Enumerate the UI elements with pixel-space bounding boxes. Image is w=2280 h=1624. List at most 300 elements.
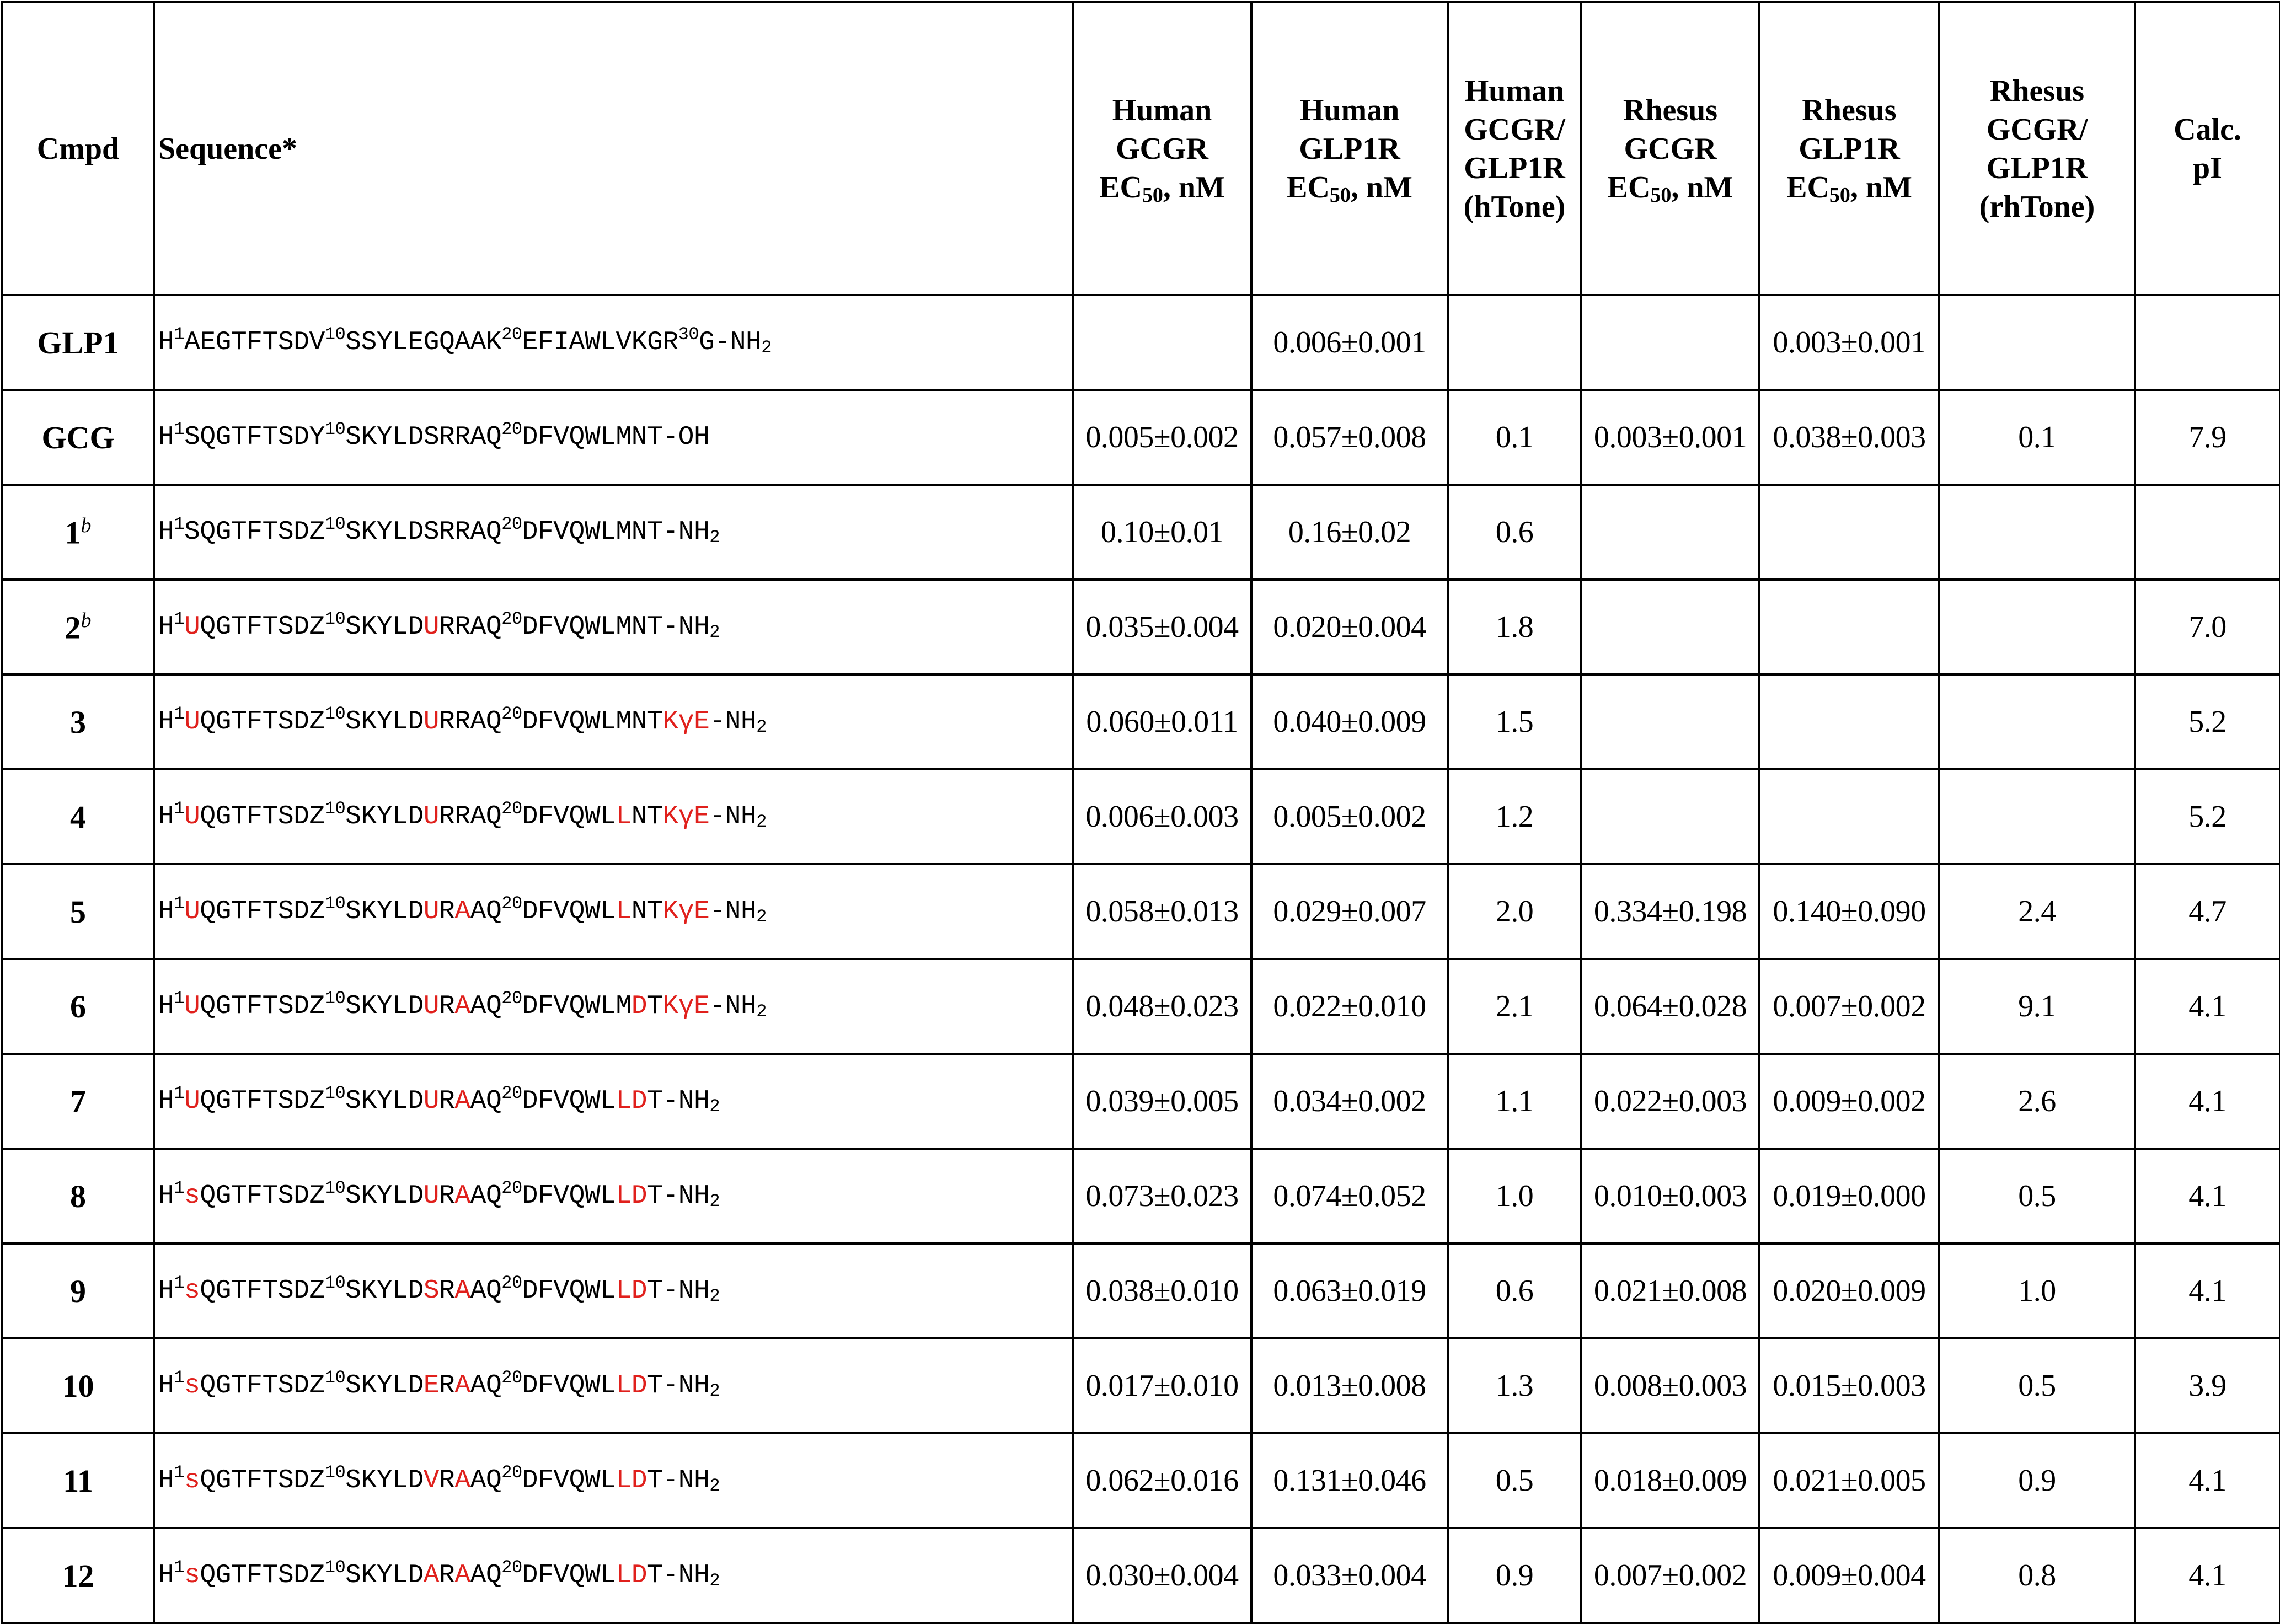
cell-human-glp1r-ec50: 0.022±0.010 (1251, 959, 1448, 1054)
table-row (2, 1433, 2280, 1528)
sequence-fragment: R (439, 991, 455, 1021)
mutated-residue: U (423, 1181, 440, 1211)
sequence-fragment: AEGTFTSDV (184, 328, 325, 357)
subscript: 2 (709, 527, 720, 548)
header-human-tone: Human GCGR/ GLP1R (hTone) (1448, 2, 1581, 295)
cell-rhesus-tone: 0.1 (1939, 390, 2135, 485)
sequence-fragment: R (439, 1181, 455, 1211)
sequence-fragment: EFIAWLVKGR (522, 328, 678, 357)
header-rhesus-tone: Rhesus GCGR/ GLP1R (rhTone) (1939, 2, 2135, 295)
sequence-fragment: T (647, 991, 663, 1021)
cell-human-glp1r-ec50: 0.131±0.046 (1251, 1433, 1448, 1528)
cell-rhesus-glp1r-ec50 (1759, 674, 1939, 769)
sequence-fragment: AQ (470, 1276, 502, 1306)
residue-number: 1 (174, 419, 185, 440)
cell-cmpd: 9 (2, 1244, 154, 1338)
cell-rhesus-gcgr-ec50: 0.022±0.003 (1581, 1054, 1759, 1149)
cell-rhesus-glp1r-ec50: 0.003±0.001 (1759, 295, 1939, 390)
sequence-fragment: SKYLDSRRAQ (345, 517, 502, 547)
sequence-fragment: DFVQWL (522, 897, 616, 926)
sequence-fragment: AQ (470, 1561, 502, 1590)
table-row (2, 390, 2280, 485)
sequence-fragment: H (158, 517, 174, 547)
residue-number: 20 (501, 609, 522, 629)
cell-cmpd: 3 (2, 674, 154, 769)
cell-rhesus-gcgr-ec50: 0.010±0.003 (1581, 1149, 1759, 1244)
cell-cmpd: 10 (2, 1338, 154, 1433)
sequence-fragment: -NH (709, 897, 757, 926)
residue-number: 20 (501, 1178, 522, 1198)
cell-calc-pi: 4.7 (2135, 864, 2280, 959)
residue-number: 10 (324, 514, 346, 534)
sequence-fragment: SKYLD (345, 612, 424, 642)
subscript: 2 (756, 907, 767, 927)
sequence-fragment: T-NH (647, 1561, 710, 1590)
cell-rhesus-glp1r-ec50: 0.140±0.090 (1759, 864, 1939, 959)
sequence-fragment: QGTFTSDZ (200, 1561, 325, 1590)
mutated-residue: s (184, 1371, 200, 1401)
cell-human-glp1r-ec50: 0.034±0.002 (1251, 1054, 1448, 1149)
mutated-residue: A (454, 1561, 470, 1590)
sequence-fragment: T-NH (647, 1181, 710, 1211)
sequence-fragment: SKYLD (345, 1371, 424, 1401)
cell-cmpd: 11 (2, 1433, 154, 1528)
residue-number: 1 (174, 893, 185, 914)
cell-sequence (154, 295, 1073, 390)
mutated-residue: U (184, 991, 200, 1021)
sequence-fragment: SKYLD (345, 802, 424, 832)
residue-number: 1 (174, 988, 185, 1009)
cell-human-gcgr-ec50: 0.073±0.023 (1073, 1149, 1251, 1244)
residue-number: 10 (324, 1462, 346, 1483)
mutated-residue: U (423, 1086, 440, 1116)
mutated-residue: S (423, 1276, 440, 1306)
mutated-residue: LD (616, 1371, 647, 1401)
cell-sequence (154, 1054, 1073, 1149)
cell-cmpd: 6 (2, 959, 154, 1054)
sequence-fragment: G-NH (699, 328, 762, 357)
cell-human-gcgr-ec50: 0.038±0.010 (1073, 1244, 1251, 1338)
sequence-fragment: DFVQWLMNT (522, 707, 663, 737)
cell-sequence (154, 864, 1073, 959)
table-row (2, 295, 2280, 390)
cell-rhesus-glp1r-ec50: 0.021±0.005 (1759, 1433, 1939, 1528)
residue-number: 1 (174, 704, 185, 724)
mutated-residue: U (423, 897, 440, 926)
sequence-fragment: DFVQWL (522, 1561, 616, 1590)
residue-number: 20 (501, 419, 522, 440)
cell-rhesus-glp1r-ec50: 0.009±0.004 (1759, 1528, 1939, 1623)
header-row (2, 2, 2280, 295)
mutated-residue: L (616, 802, 631, 832)
cell-human-tone: 1.5 (1448, 674, 1581, 769)
subscript: 2 (709, 1476, 720, 1496)
sequence-fragment: RRAQ (439, 707, 502, 737)
sequence-fragment: SKYLD (345, 1181, 424, 1211)
cell-rhesus-tone: 0.9 (1939, 1433, 2135, 1528)
mutated-residue: U (423, 991, 440, 1021)
cell-human-tone: 1.0 (1448, 1149, 1581, 1244)
mutated-residue: L (616, 897, 631, 926)
sequence-fragment: SKYLD (345, 897, 424, 926)
sequence-fragment: SKYLD (345, 1276, 424, 1306)
residue-number: 10 (324, 324, 346, 345)
sequence-fragment: AQ (470, 1371, 502, 1401)
sequence-fragment: RRAQ (439, 612, 502, 642)
cell-rhesus-gcgr-ec50: 0.018±0.009 (1581, 1433, 1759, 1528)
sequence-fragment: SKYLD (345, 1561, 424, 1590)
cell-cmpd: GCG (2, 390, 154, 485)
residue-number: 20 (501, 704, 522, 724)
cell-human-tone: 0.9 (1448, 1528, 1581, 1623)
cell-human-glp1r-ec50: 0.005±0.002 (1251, 769, 1448, 864)
mutated-residue: LD (616, 1466, 647, 1496)
cell-cmpd: 8 (2, 1149, 154, 1244)
sequence-fragment: SQGTFTSDZ (184, 517, 325, 547)
mutated-residue: A (454, 1466, 470, 1496)
cell-rhesus-glp1r-ec50: 0.015±0.003 (1759, 1338, 1939, 1433)
mutated-residue: U (423, 707, 440, 737)
header-sequence: Sequence* (154, 2, 1073, 295)
cell-rhesus-gcgr-ec50 (1581, 580, 1759, 674)
sequence-fragment: T-NH (647, 1276, 710, 1306)
sequence-fragment: SKYLD (345, 1086, 424, 1116)
residue-number: 20 (501, 1368, 522, 1388)
sequence-fragment: QGTFTSDZ (200, 1466, 325, 1496)
sequence-fragment: QGTFTSDZ (200, 897, 325, 926)
sequence-fragment: H (158, 1181, 174, 1211)
mutated-residue: A (454, 1276, 470, 1306)
mutated-residue: s (184, 1181, 200, 1211)
cell-human-gcgr-ec50: 0.035±0.004 (1073, 580, 1251, 674)
cell-human-glp1r-ec50: 0.16±0.02 (1251, 485, 1448, 580)
subscript: 2 (709, 1571, 720, 1591)
cell-calc-pi: 5.2 (2135, 769, 2280, 864)
cell-rhesus-glp1r-ec50 (1759, 580, 1939, 674)
residue-number: 1 (174, 1557, 185, 1578)
cell-cmpd: 5 (2, 864, 154, 959)
cell-rhesus-glp1r-ec50: 0.038±0.003 (1759, 390, 1939, 485)
sequence-fragment: DFVQWL (522, 1181, 616, 1211)
cell-rhesus-gcgr-ec50: 0.021±0.008 (1581, 1244, 1759, 1338)
sequence-fragment: H (158, 422, 174, 452)
sequence-fragment: QGTFTSDZ (200, 1371, 325, 1401)
residue-number: 20 (501, 893, 522, 914)
cell-rhesus-gcgr-ec50 (1581, 769, 1759, 864)
table-row (2, 580, 2280, 674)
residue-number: 1 (174, 514, 185, 534)
cell-rhesus-tone: 2.4 (1939, 864, 2135, 959)
cell-calc-pi: 4.1 (2135, 959, 2280, 1054)
mutated-residue: U (423, 802, 440, 832)
cell-human-tone (1448, 295, 1581, 390)
sequence-fragment: QGTFTSDZ (200, 1276, 325, 1306)
cell-rhesus-tone: 1.0 (1939, 1244, 2135, 1338)
table-row (2, 1338, 2280, 1433)
cell-human-glp1r-ec50: 0.020±0.004 (1251, 580, 1448, 674)
residue-number: 10 (324, 1557, 346, 1578)
cell-rhesus-gcgr-ec50: 0.003±0.001 (1581, 390, 1759, 485)
residue-number: 1 (174, 798, 185, 819)
sequence-fragment: DFVQWL (522, 1086, 616, 1116)
sequence-fragment: SQGTFTSDY (184, 422, 325, 452)
cell-sequence (154, 390, 1073, 485)
cell-rhesus-tone (1939, 295, 2135, 390)
mutated-residue: U (184, 802, 200, 832)
cell-calc-pi: 7.9 (2135, 390, 2280, 485)
sequence-fragment: SSYLEGQAAK (345, 328, 502, 357)
cell-human-glp1r-ec50: 0.057±0.008 (1251, 390, 1448, 485)
mutated-residue: KγE (662, 897, 710, 926)
cell-human-gcgr-ec50: 0.006±0.003 (1073, 769, 1251, 864)
residue-number: 1 (174, 324, 185, 345)
cell-sequence (154, 1528, 1073, 1623)
cell-rhesus-glp1r-ec50: 0.020±0.009 (1759, 1244, 1939, 1338)
sequence-fragment: SKYLDSRRAQ (345, 422, 502, 452)
cell-rhesus-tone (1939, 674, 2135, 769)
cell-calc-pi (2135, 485, 2280, 580)
sequence-fragment: H (158, 1561, 174, 1590)
mutated-residue: A (454, 1181, 470, 1211)
cell-human-glp1r-ec50: 0.033±0.004 (1251, 1528, 1448, 1623)
table-row (2, 769, 2280, 864)
cell-cmpd: 2$^b$ (2, 580, 154, 674)
cell-human-tone: 0.6 (1448, 485, 1581, 580)
cell-sequence (154, 485, 1073, 580)
header-calc-pi: Calc. pI (2135, 2, 2280, 295)
sequence-fragment: DFVQWLMNT-NH (522, 612, 710, 642)
header-human-gcgr-ec50: Human GCGR EC50, nM (1073, 2, 1251, 295)
cell-calc-pi: 4.1 (2135, 1149, 2280, 1244)
sequence-fragment: QGTFTSDZ (200, 1181, 325, 1211)
residue-number: 10 (324, 1368, 346, 1388)
mutated-residue: D (631, 991, 647, 1021)
cell-calc-pi: 3.9 (2135, 1338, 2280, 1433)
cell-human-gcgr-ec50: 0.058±0.013 (1073, 864, 1251, 959)
cell-rhesus-gcgr-ec50: 0.064±0.028 (1581, 959, 1759, 1054)
cell-sequence (154, 1149, 1073, 1244)
sequence-fragment: DFVQWL (522, 1371, 616, 1401)
cell-human-glp1r-ec50: 0.006±0.001 (1251, 295, 1448, 390)
sequence-fragment: DFVQWL (522, 802, 616, 832)
cell-cmpd: 4 (2, 769, 154, 864)
residue-number: 1 (174, 609, 185, 629)
sequence-fragment: DFVQWL (522, 1466, 616, 1496)
cell-calc-pi: 4.1 (2135, 1433, 2280, 1528)
subscript: 2 (709, 622, 720, 642)
mutated-residue: E (423, 1371, 440, 1401)
residue-number: 1 (174, 1368, 185, 1388)
mutated-residue: U (184, 707, 200, 737)
cell-calc-pi: 4.1 (2135, 1244, 2280, 1338)
cell-human-gcgr-ec50: 0.005±0.002 (1073, 390, 1251, 485)
cell-human-gcgr-ec50: 0.062±0.016 (1073, 1433, 1251, 1528)
cell-human-gcgr-ec50: 0.039±0.005 (1073, 1054, 1251, 1149)
sequence-fragment: SKYLD (345, 1466, 424, 1496)
subscript: 2 (761, 337, 772, 358)
cell-calc-pi: 4.1 (2135, 1054, 2280, 1149)
mutated-residue: U (423, 612, 440, 642)
cell-human-gcgr-ec50 (1073, 295, 1251, 390)
cell-human-glp1r-ec50: 0.074±0.052 (1251, 1149, 1448, 1244)
sequence-fragment: H (158, 1276, 174, 1306)
mutated-residue: LD (616, 1561, 647, 1590)
cell-rhesus-tone (1939, 769, 2135, 864)
sequence-fragment: NT (631, 802, 663, 832)
sequence-fragment: H (158, 1371, 174, 1401)
cell-human-tone: 2.0 (1448, 864, 1581, 959)
cell-calc-pi: 4.1 (2135, 1528, 2280, 1623)
sequence-fragment: T-NH (647, 1466, 710, 1496)
sequence-fragment: DFVQWL (522, 1276, 616, 1306)
sequence-fragment: H (158, 612, 174, 642)
cell-rhesus-gcgr-ec50 (1581, 485, 1759, 580)
residue-number: 20 (501, 1557, 522, 1578)
cell-human-glp1r-ec50: 0.063±0.019 (1251, 1244, 1448, 1338)
sequence-fragment: QGTFTSDZ (200, 991, 325, 1021)
cell-rhesus-tone: 0.5 (1939, 1149, 2135, 1244)
subscript: 2 (756, 717, 767, 737)
residue-number: 10 (324, 609, 346, 629)
cell-rhesus-glp1r-ec50: 0.009±0.002 (1759, 1054, 1939, 1149)
cell-rhesus-glp1r-ec50 (1759, 769, 1939, 864)
table-row (2, 1149, 2280, 1244)
sequence-fragment: QGTFTSDZ (200, 1086, 325, 1116)
sequence-fragment: AQ (470, 1181, 502, 1211)
sequence-fragment: T-NH (647, 1086, 710, 1116)
cell-sequence (154, 674, 1073, 769)
subscript: 2 (709, 1381, 720, 1401)
table-row (2, 674, 2280, 769)
mutated-residue: s (184, 1466, 200, 1496)
mutated-residue: KγE (662, 991, 710, 1021)
subscript: 2 (756, 812, 767, 832)
cell-rhesus-gcgr-ec50: 0.008±0.003 (1581, 1338, 1759, 1433)
sequence-fragment: RRAQ (439, 802, 502, 832)
cell-rhesus-tone (1939, 580, 2135, 674)
residue-number: 10 (324, 1273, 346, 1293)
sequence-fragment: -NH (709, 991, 757, 1021)
cell-rhesus-glp1r-ec50: 0.007±0.002 (1759, 959, 1939, 1054)
cell-human-tone: 0.5 (1448, 1433, 1581, 1528)
cell-rhesus-tone: 0.5 (1939, 1338, 2135, 1433)
cell-rhesus-tone: 2.6 (1939, 1054, 2135, 1149)
mutated-residue: U (184, 897, 200, 926)
mutated-residue: s (184, 1276, 200, 1306)
sequence-fragment: R (439, 1561, 455, 1590)
mutated-residue: LD (616, 1276, 647, 1306)
residue-number: 20 (501, 514, 522, 534)
mutated-residue: LD (616, 1086, 647, 1116)
residue-number: 20 (501, 1083, 522, 1103)
mutated-residue: KγE (662, 707, 710, 737)
header-cmpd: Cmpd (2, 2, 154, 295)
subscript: 2 (709, 1286, 720, 1306)
cell-calc-pi: 7.0 (2135, 580, 2280, 674)
cell-human-tone: 0.1 (1448, 390, 1581, 485)
sequence-fragment: QGTFTSDZ (200, 802, 325, 832)
mutated-residue: LD (616, 1181, 647, 1211)
sequence-fragment: QGTFTSDZ (200, 707, 325, 737)
cell-rhesus-tone: 0.8 (1939, 1528, 2135, 1623)
mutated-residue: A (454, 991, 470, 1021)
cell-human-glp1r-ec50: 0.013±0.008 (1251, 1338, 1448, 1433)
cell-calc-pi (2135, 295, 2280, 390)
mutated-residue: A (454, 897, 470, 926)
cell-rhesus-tone (1939, 485, 2135, 580)
cell-human-glp1r-ec50: 0.040±0.009 (1251, 674, 1448, 769)
cell-sequence (154, 1338, 1073, 1433)
table-row (2, 485, 2280, 580)
cell-sequence (154, 1433, 1073, 1528)
residue-number: 1 (174, 1273, 185, 1293)
cell-human-gcgr-ec50: 0.048±0.023 (1073, 959, 1251, 1054)
sequence-fragment: QGTFTSDZ (200, 612, 325, 642)
cell-human-glp1r-ec50: 0.029±0.007 (1251, 864, 1448, 959)
cell-human-gcgr-ec50: 0.017±0.010 (1073, 1338, 1251, 1433)
residue-number: 20 (501, 1273, 522, 1293)
cell-rhesus-gcgr-ec50 (1581, 295, 1759, 390)
table-row (2, 1054, 2280, 1149)
cell-human-tone: 0.6 (1448, 1244, 1581, 1338)
cell-rhesus-tone: 9.1 (1939, 959, 2135, 1054)
sequence-fragment: -NH (709, 707, 757, 737)
mutated-residue: U (184, 612, 200, 642)
cell-sequence (154, 769, 1073, 864)
cell-sequence (154, 959, 1073, 1054)
sequence-fragment: H (158, 802, 174, 832)
sequence-fragment: DFVQWLMNT-NH (522, 517, 710, 547)
residue-number: 1 (174, 1083, 185, 1103)
residue-number: 30 (678, 324, 699, 345)
cell-human-tone: 1.2 (1448, 769, 1581, 864)
header-human-glp1r-ec50: Human GLP1R EC50, nM (1251, 2, 1448, 295)
cell-human-tone: 1.8 (1448, 580, 1581, 674)
mutated-residue: A (454, 1086, 470, 1116)
peptide-activity-table (1, 1, 2280, 1624)
residue-number: 1 (174, 1178, 185, 1198)
residue-number: 10 (324, 1083, 346, 1103)
residue-number: 10 (324, 798, 346, 819)
subscript: 2 (709, 1096, 720, 1117)
residue-number: 10 (324, 1178, 346, 1198)
subscript: 2 (709, 1191, 720, 1212)
cell-rhesus-gcgr-ec50: 0.007±0.002 (1581, 1528, 1759, 1623)
sequence-fragment: H (158, 328, 174, 357)
sequence-fragment: R (439, 897, 455, 926)
sequence-fragment: -NH (709, 802, 757, 832)
table-row (2, 864, 2280, 959)
sequence-fragment: DFVQWLM (522, 991, 631, 1021)
subscript: 2 (756, 1001, 767, 1022)
sequence-fragment: AQ (470, 991, 502, 1021)
cell-human-tone: 1.3 (1448, 1338, 1581, 1433)
sequence-fragment: SKYLD (345, 991, 424, 1021)
residue-number: 20 (501, 1462, 522, 1483)
sequence-fragment: H (158, 991, 174, 1021)
table-row (2, 1244, 2280, 1338)
sequence-fragment: AQ (470, 1086, 502, 1116)
sequence-fragment: H (158, 1086, 174, 1116)
mutated-residue: KγE (662, 802, 710, 832)
residue-number: 10 (324, 419, 346, 440)
sequence-fragment: NT (631, 897, 663, 926)
sequence-fragment: H (158, 707, 174, 737)
sequence-fragment: H (158, 897, 174, 926)
residue-number: 1 (174, 1462, 185, 1483)
cell-human-tone: 2.1 (1448, 959, 1581, 1054)
header-rhesus-glp1r-ec50: Rhesus GLP1R EC50, nM (1759, 2, 1939, 295)
